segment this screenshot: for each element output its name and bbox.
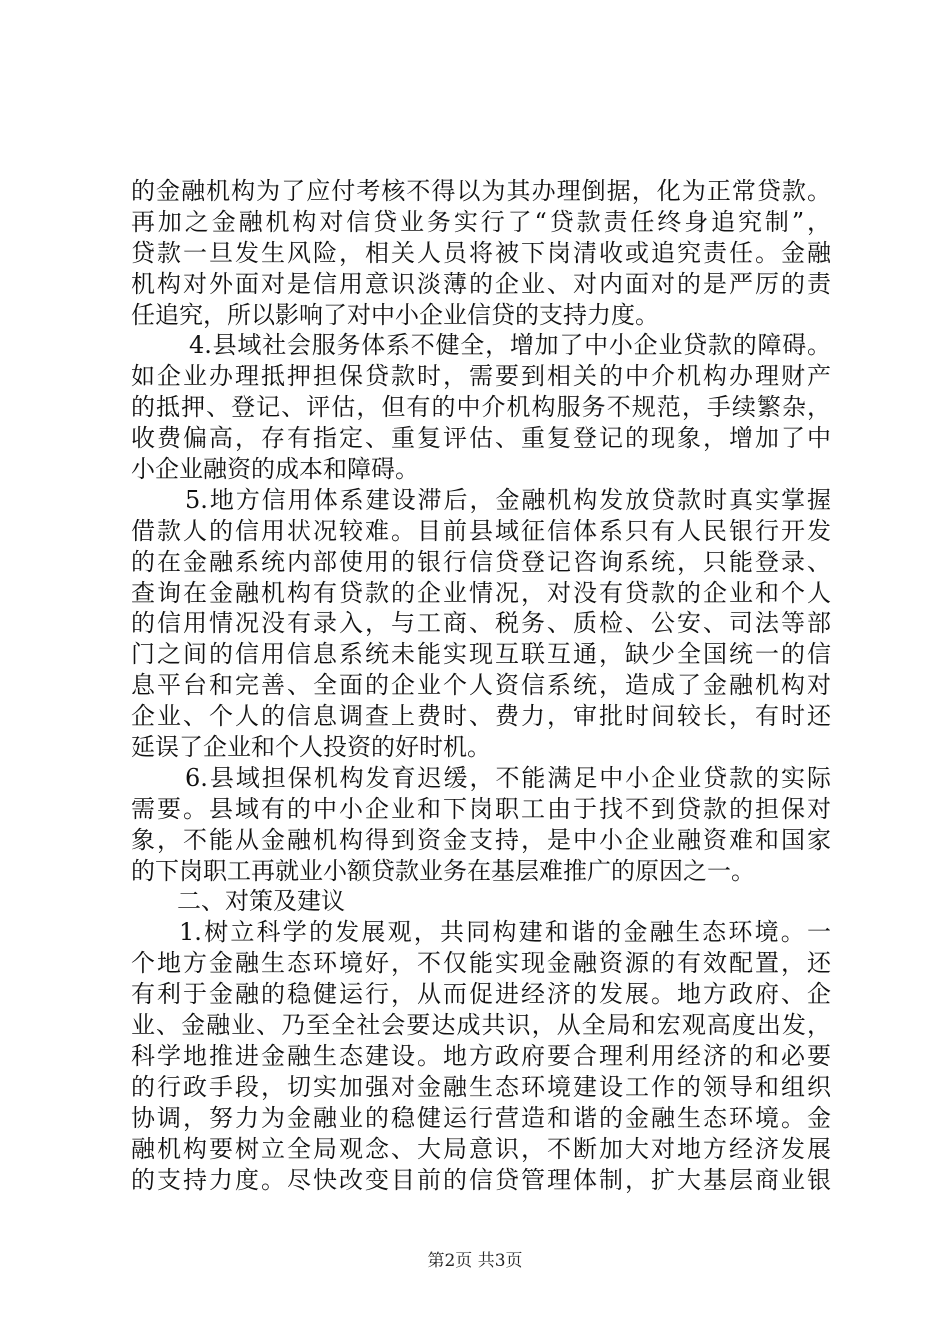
- section-heading: 二、对策及建议: [177, 887, 345, 916]
- text-line: 协调，努力为金融业的稳健运行营造和谐的金融生态环境。金: [131, 1103, 831, 1132]
- paragraph-first-line: 5.地方信用体系建设滞后，金融机构发放贷款时真实掌握: [185, 485, 831, 514]
- text-line: 借款人的信用状况较难。目前县域征信体系只有人民银行开发: [131, 516, 831, 545]
- text-line: 的抵押、登记、评估，但有的中介机构服务不规范，手续繁杂，: [131, 393, 831, 422]
- text-line: 业、金融业、乃至全社会要达成共识，从全局和宏观高度出发，: [131, 1011, 831, 1040]
- text-line: 的支持力度。尽快改变目前的信贷管理体制，扩大基层商业银: [131, 1165, 831, 1194]
- text-line: 机构对外面对是信用意识淡薄的企业、对内面对的是严厉的责: [131, 269, 831, 298]
- text-line: 小企业融资的成本和障碍。: [131, 455, 419, 484]
- text-line: 的信用情况没有录入，与工商、税务、质检、公安、司法等部: [131, 609, 831, 638]
- text-line: 科学地推进金融生态建设。地方政府要合理利用经济的和必要: [131, 1041, 831, 1070]
- text-line: 查询在金融机构有贷款的企业情况，对没有贷款的企业和个人: [131, 578, 831, 607]
- text-line: 的在金融系统内部使用的银行信贷登记咨询系统，只能登录、: [131, 547, 831, 576]
- text-line: 门之间的信用信息系统未能实现互联互通，缺少全国统一的信: [131, 640, 831, 669]
- text-line: 象，不能从金融机构得到资金支持，是中小企业融资难和国家: [131, 825, 831, 854]
- paragraph-first-line: 6.县域担保机构发育迟缓，不能满足中小企业贷款的实际: [185, 763, 831, 792]
- text-line: 需要。县域有的中小企业和下岗职工由于找不到贷款的担保对: [131, 794, 831, 823]
- text-line: 企业、个人的信息调查上费时、费力，审批时间较长，有时还: [131, 702, 831, 731]
- text-line: 收费偏高，存有指定、重复评估、重复登记的现象，增加了中: [131, 424, 831, 453]
- text-line: 有利于金融的稳健运行，从而促进经济的发展。地方政府、企: [131, 980, 831, 1009]
- text-line: 融机构要树立全局观念、大局意识，不断加大对地方经济发展: [131, 1134, 831, 1163]
- document-body: [131, 176, 831, 1195]
- text-line: 的金融机构为了应付考核不得以为其办理倒据，化为正常贷款。: [131, 177, 831, 205]
- text-line: 延误了企业和个人投资的好时机。: [131, 733, 491, 762]
- text-line: 个地方金融生态环境好，不仅能实现金融资源的有效配置，还: [131, 949, 831, 978]
- text-line: 的行政手段，切实加强对金融生态环境建设工作的领导和组织: [131, 1072, 831, 1101]
- paragraph-first-line: 4.县域社会服务体系不健全，增加了中小企业贷款的障碍。: [189, 331, 831, 360]
- text-line: 如企业办理抵押担保贷款时，需要到相关的中介机构办理财产: [131, 362, 831, 391]
- text-line: 贷款一旦发生风险，相关人员将被下岗清收或追究责任。金融: [131, 238, 831, 267]
- page-number-footer: 第2页 共3页: [427, 1251, 523, 1271]
- text-line: 任追究，所以影响了对中小企业信贷的支持力度。: [131, 300, 659, 329]
- text-line: 息平台和完善、全面的企业个人资信系统，造成了金融机构对: [131, 671, 831, 700]
- text-line: 再加之金融机构对信贷业务实行了“贷款责任终身追究制”，: [131, 207, 831, 236]
- text-line: 的下岗职工再就业小额贷款业务在基层难推广的原因之一。: [131, 856, 755, 885]
- paragraph-first-line: 1.树立科学的发展观，共同构建和谐的金融生态环境。一: [179, 918, 831, 947]
